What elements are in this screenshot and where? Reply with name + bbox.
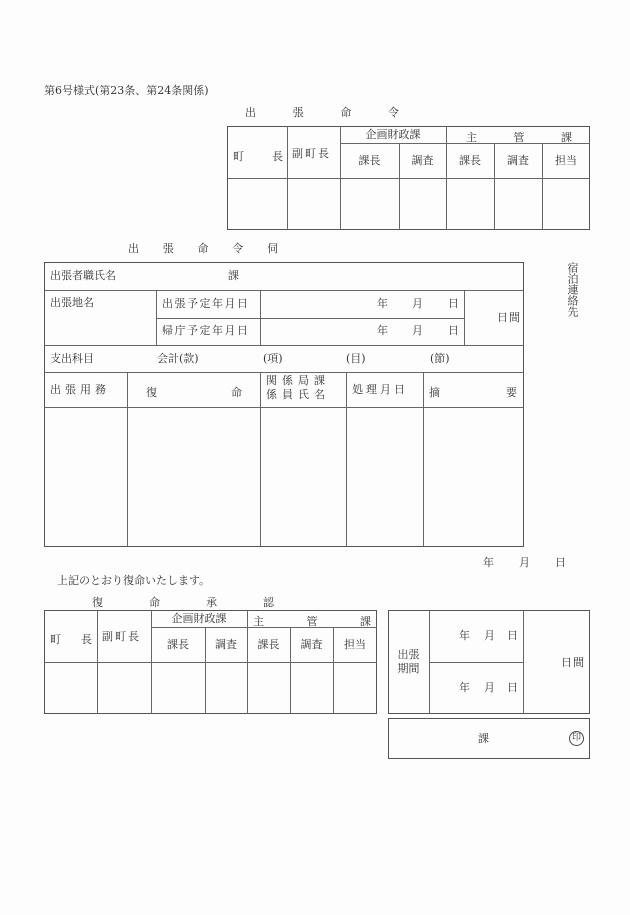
days-label: 日間 (497, 311, 521, 324)
investigation-header: 調査 (507, 154, 529, 167)
purpose-cell[interactable] (45, 408, 126, 546)
traveler-dept-field[interactable] (125, 264, 220, 288)
related-dept-header: 関係局課 (266, 374, 330, 387)
person-in-charge-header: 担当 (555, 154, 577, 167)
investigation-header: 調査 (411, 154, 434, 167)
mayor-seal-cell[interactable] (228, 179, 286, 229)
remarks-header: 摘 要 (429, 386, 517, 399)
departure-date-label: 出張予定年月日 (162, 297, 250, 310)
dept-chief-seal-cell[interactable] (248, 663, 289, 713)
report-header: 復 命 (146, 386, 242, 399)
section-chief-header: 課長 (167, 638, 189, 651)
investigation-header: 調査 (215, 638, 237, 651)
dept-seal-box[interactable] (388, 718, 590, 759)
form-number: 第6号様式(第23条、第24条関係) (44, 84, 209, 97)
mayor-header: 町 長 (50, 633, 92, 646)
expense-category: (目) (346, 352, 366, 365)
travel-period-label-2: 期間 (397, 662, 420, 675)
deputy-mayor-header: 副町長 (102, 630, 141, 643)
report-approval-title: 復 命 承 認 (92, 596, 274, 609)
managing-dept-header: 主 管 課 (253, 615, 371, 628)
travel-period-label-1: 出張 (397, 648, 420, 661)
process-date-header: 処理月日 (352, 383, 408, 396)
staff-name-header: 係員氏名 (266, 388, 330, 401)
seal-dept-label: 課 (478, 732, 489, 745)
period-days-label: 日間 (561, 656, 585, 669)
return-date-field[interactable]: 年 月 日 (377, 324, 459, 337)
period-days-field[interactable] (524, 611, 558, 713)
mayor-seal-cell[interactable] (45, 663, 96, 713)
section-chief-header: 課長 (358, 154, 381, 167)
finance-investigation-seal-cell[interactable] (206, 663, 246, 713)
traveler-name-label: 出張者職氏名 (50, 269, 116, 282)
title-char: 令 (387, 106, 399, 119)
finance-chief-seal-cell[interactable] (152, 663, 204, 713)
dept-chief-seal-cell[interactable] (447, 179, 493, 229)
related-staff-cell[interactable] (261, 408, 345, 546)
mayor-header: 町 長 (233, 150, 283, 163)
finance-investigation-seal-cell[interactable] (400, 179, 445, 229)
destination-field[interactable] (46, 310, 154, 343)
section-chief-header: 課長 (257, 638, 280, 651)
order-title (245, 104, 399, 120)
expense-section: (節) (430, 352, 450, 365)
period-start-date-field[interactable]: 年 月 日 (459, 629, 518, 642)
deputy-mayor-header: 副町長 (292, 147, 331, 160)
remarks-cell[interactable] (424, 408, 522, 546)
title-char: 張 (292, 106, 304, 119)
expense-account: 会計(款) (157, 352, 199, 365)
report-statement: 上記のとおり復命いたします。 (57, 574, 211, 587)
deputy-mayor-seal-cell[interactable] (98, 663, 150, 713)
dept-suffix: 課 (228, 269, 239, 282)
managing-dept-header: 主 管 課 (466, 131, 572, 144)
return-date-label: 帰庁予定年月日 (162, 324, 250, 337)
planning-finance-dept-header: 企画財政課 (365, 128, 421, 141)
days-field[interactable] (466, 292, 494, 343)
seal-icon: 印 (569, 731, 584, 746)
purpose-header: 出張用務 (50, 383, 110, 396)
lodging-contact-label: 宿泊連絡先 (566, 262, 579, 317)
person-in-charge-seal-cell[interactable] (543, 179, 589, 229)
expense-item: (項) (263, 352, 283, 365)
person-in-charge-header: 担当 (344, 638, 366, 651)
person-in-charge-seal-cell[interactable] (334, 663, 376, 713)
expense-label: 支出科目 (50, 352, 94, 365)
finance-chief-seal-cell[interactable] (341, 179, 398, 229)
investigation-header: 調査 (300, 638, 323, 651)
period-end-date-field[interactable]: 年 月 日 (459, 681, 518, 694)
title-char: 命 (340, 106, 352, 119)
report-cell[interactable] (128, 408, 259, 546)
departure-date-field[interactable]: 年 月 日 (377, 297, 459, 310)
request-title: 出 張 命 令 伺 (128, 242, 278, 255)
dept-investigation-seal-cell[interactable] (495, 179, 541, 229)
title-char: 出 (245, 106, 256, 119)
dept-investigation-seal-cell[interactable] (291, 663, 332, 713)
planning-finance-dept-header: 企画財政課 (171, 612, 227, 625)
deputy-mayor-seal-cell[interactable] (288, 179, 339, 229)
report-date[interactable]: 年 月 日 (483, 556, 566, 569)
destination-label: 出張地名 (50, 296, 94, 309)
traveler-name-field[interactable] (245, 264, 521, 288)
process-date-cell[interactable] (347, 408, 422, 546)
section-chief-header: 課長 (459, 154, 481, 167)
